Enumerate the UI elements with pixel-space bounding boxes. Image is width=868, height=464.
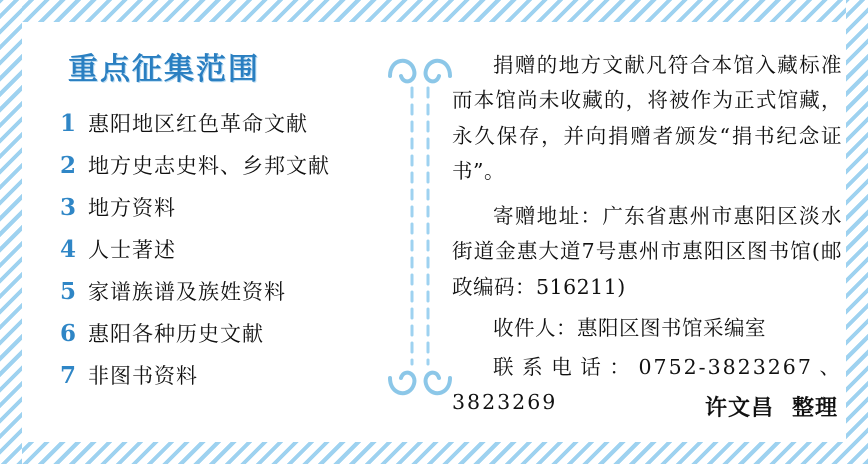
left-column xyxy=(30,22,360,442)
list-item-number: 4 xyxy=(60,236,77,263)
striped-border-bottom xyxy=(0,442,868,464)
list-item xyxy=(60,234,360,264)
phone-paragraph: 联系电话：0752-3823267、3823269 xyxy=(452,355,842,415)
list-item-label: 非图书资料 xyxy=(88,364,198,388)
list-item-number: 3 xyxy=(60,194,77,221)
list-item-number: 6 xyxy=(60,320,77,347)
collection-scope-list xyxy=(60,108,360,390)
list-item-label: 家谱族谱及族姓资料 xyxy=(88,280,286,304)
striped-border-top xyxy=(0,0,868,22)
list-item-number: 7 xyxy=(60,362,77,389)
signature-role: 整理 xyxy=(791,395,838,421)
list-item-label: 惠阳各种历史文献 xyxy=(88,322,264,346)
striped-border-right xyxy=(846,0,868,464)
list-item-label: 人士著述 xyxy=(88,238,176,262)
donation-policy-paragraph: 捐赠的地方文献凡符合本馆入藏标准而本馆尚未收藏的，将被作为正式馆藏，永久保存，并向捐赠者颁发“捐书纪念证书”。 xyxy=(452,53,842,183)
list-item xyxy=(60,192,360,222)
list-item xyxy=(60,318,360,348)
right-column xyxy=(452,22,842,442)
list-item-number: 5 xyxy=(60,278,77,305)
striped-border-left xyxy=(0,0,22,464)
list-item xyxy=(60,276,360,306)
list-item-number: 1 xyxy=(60,110,77,137)
list-item-label: 惠阳地区红色革命文献 xyxy=(88,112,308,136)
section-heading: 重点征集范围 xyxy=(68,52,260,87)
mailing-address-paragraph: 寄赠地址：广东省惠州市惠阳区淡水街道金惠大道7号惠州市惠阳区图书馆(邮政编码：516211) xyxy=(452,204,842,299)
list-item xyxy=(60,360,360,390)
list-item-label: 地方史志史料、乡邦文献 xyxy=(88,154,330,178)
content-area xyxy=(22,22,846,442)
recipient-paragraph: 收件人：惠阳区图书馆采编室 xyxy=(493,315,766,340)
list-item xyxy=(60,150,360,180)
list-item xyxy=(60,108,360,138)
signature-name: 许文昌 xyxy=(704,395,774,421)
list-item-number: 2 xyxy=(60,152,77,179)
list-item-label: 地方资料 xyxy=(88,196,176,220)
